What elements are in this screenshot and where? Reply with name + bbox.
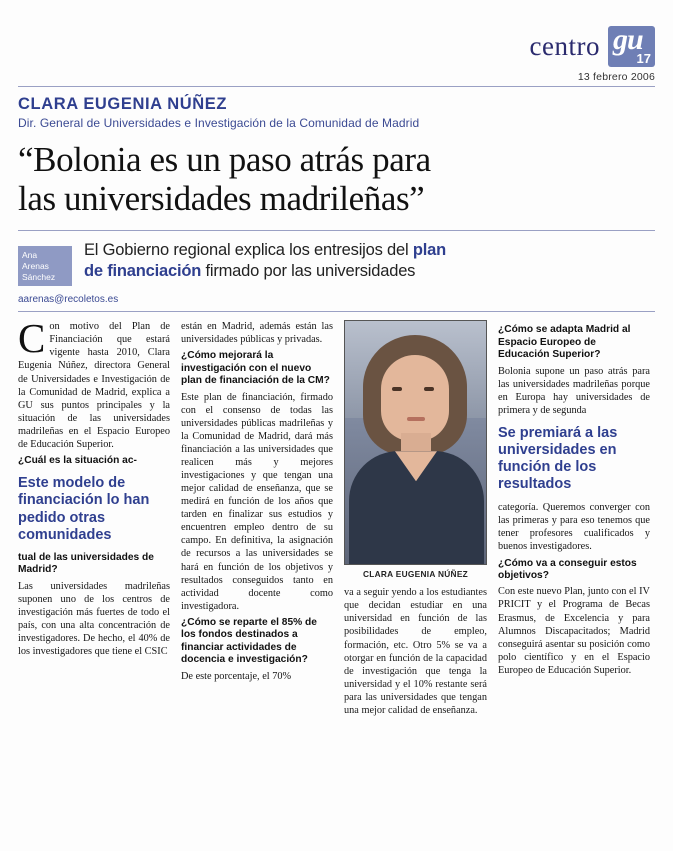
deck-text-part-2: firmado por las universidades [201,262,416,281]
body-columns [18,315,655,792]
headline-line-2: las universidades madrileñas” [18,179,425,219]
column-1 [18,315,170,792]
deck-text-bold-2: de financiación [84,262,202,281]
headline-line-1: “Bolonia es un paso atrás para [18,140,431,179]
col4-paragraph-2: categoría. Queremos converger con las primeras y para eso tenemos que tener profesores cualificados y buenos investigadores. [498,502,650,553]
gu-logo [608,23,655,67]
section-name: centro [529,31,600,61]
divider-middle [18,311,655,312]
question-1: ¿Cuál es la situación ac- [18,454,137,466]
person-role: Dir. General de Universidades e Investigación de la Comunidad de Madrid [18,116,420,130]
portrait-photo [344,320,487,565]
question-4: ¿Cómo se adapta Madrid al Espacio Europeo de Educación Superior? [498,324,631,361]
divider-top [18,86,655,87]
gu-logo-number: 17 [636,51,651,66]
deck-text-part-1: El Gobierno regional explica los entresijos del [84,241,413,260]
section-logo-row [529,23,655,67]
col4-paragraph-1: Bolonia supone un paso atrás para las universidades madrileñas porque en Europa hay universidades de primera y de segunda [498,365,650,416]
author-box [18,246,72,286]
col2-paragraph-3: De este porcentaje, el 70% [181,670,292,682]
gu-logo-text: gu [613,23,643,56]
pull-quote-left: Este modelo de financiación lo han pedido otras comunidades [18,475,150,543]
intro-text: on motivo del Plan de Financiación que estará vigente hasta 2010, Clara Eugenia Núñez, directora General de Universidades e Investigación de la Comunidad de Madrid, explica a GU sus puntos principales y la situación de las universidades madrileñas en el Espacio Europeo de Educación Superior. [18,321,170,450]
column-2 [181,320,333,792]
column-3-text [344,586,487,717]
deck-block [18,230,655,286]
pull-quote-right: Se premiará a las universidades en función de los resultados [498,424,618,493]
deck-text-bold-1: plan [412,241,446,260]
issue-date: 13 febrero 2006 [577,71,655,83]
column-4 [498,320,650,792]
col1-paragraph-1: Las universidades madrileñas suponen uno de los centros de investigación más fuertes de todo el país, con una alta concentración de investigadores. De hecho, el 40% de los investigadores que tiene el CSIC [18,580,170,657]
question-2: ¿Cómo mejorará la investigación con el nuevo plan de financiación de la CM? [181,350,330,387]
photo-mouth [407,417,425,421]
person-name: CLARA EUGENIA NÚÑEZ [18,95,228,113]
question-1-continued: tual de las universidades de Madrid? [18,551,154,576]
question-5: ¿Cómo va a conseguir estos objetivos? [498,557,637,581]
photo-eye-right [424,387,434,391]
headline [18,140,655,218]
col3-paragraph-1: va a seguir yendo a los estudiantes que decidan estudiar en una universidad en función de las posibilidades de empleo, formación, etc. Otro 5% se va a otorgar en función de la capacidad de investigación que tenga la universidad y el 10% restante será para las universidades que tengan una mejor calidad de enseñanza. [344,587,487,716]
author-email[interactable]: aarenas@recoletos.es [18,294,119,306]
col4-paragraph-3: Con este nuevo Plan, junto con el IV PRICIT y el Programa de Becas Erasmus, de Excelencia y para Alumnos Discapacitados; Madrid conseguirá asentar su posición como polo científico y en el Espacio Europeo de Educación Superior. [498,586,650,676]
masthead-right [529,23,655,83]
author-line-1: Ana [22,250,38,261]
photo-face [381,355,449,441]
question-3: ¿Cómo se reparte el 85% de los fondos destinados a financiar actividades de docencia e investigación? [181,616,317,666]
col2-paragraph-1: están en Madrid, además están las universidades públicas y privadas. [181,321,333,346]
masthead [18,0,655,86]
photo-eye-left [392,387,402,391]
photo-caption: CLARA EUGENIA NÚÑEZ [362,569,469,580]
column-3 [344,320,487,792]
author-line-2: Arenas [22,261,49,271]
author-line-3: Sánchez [22,271,56,282]
person-block [18,95,655,130]
deck-text [72,240,655,282]
intro-paragraph [18,315,170,451]
drop-cap: C [18,315,46,362]
col2-paragraph-2: Este plan de financiación, firmado con el consenso de todas las universidades públicas madrileñas y la Comunidad de Madrid, dará más financiación a las universidades que realicen más y mejores investigaciones y que tengan una mejor calidad de enseñanza, que se medirá en función de los años que tarden en finalizar sus estudios y encuentren empleo dentro de su campo. En definitiva, la asignación de recursos a las universidades se hará en función de los objetivos y resultados conseguidos tanto en actividad docente como investigadora. [181,391,333,612]
